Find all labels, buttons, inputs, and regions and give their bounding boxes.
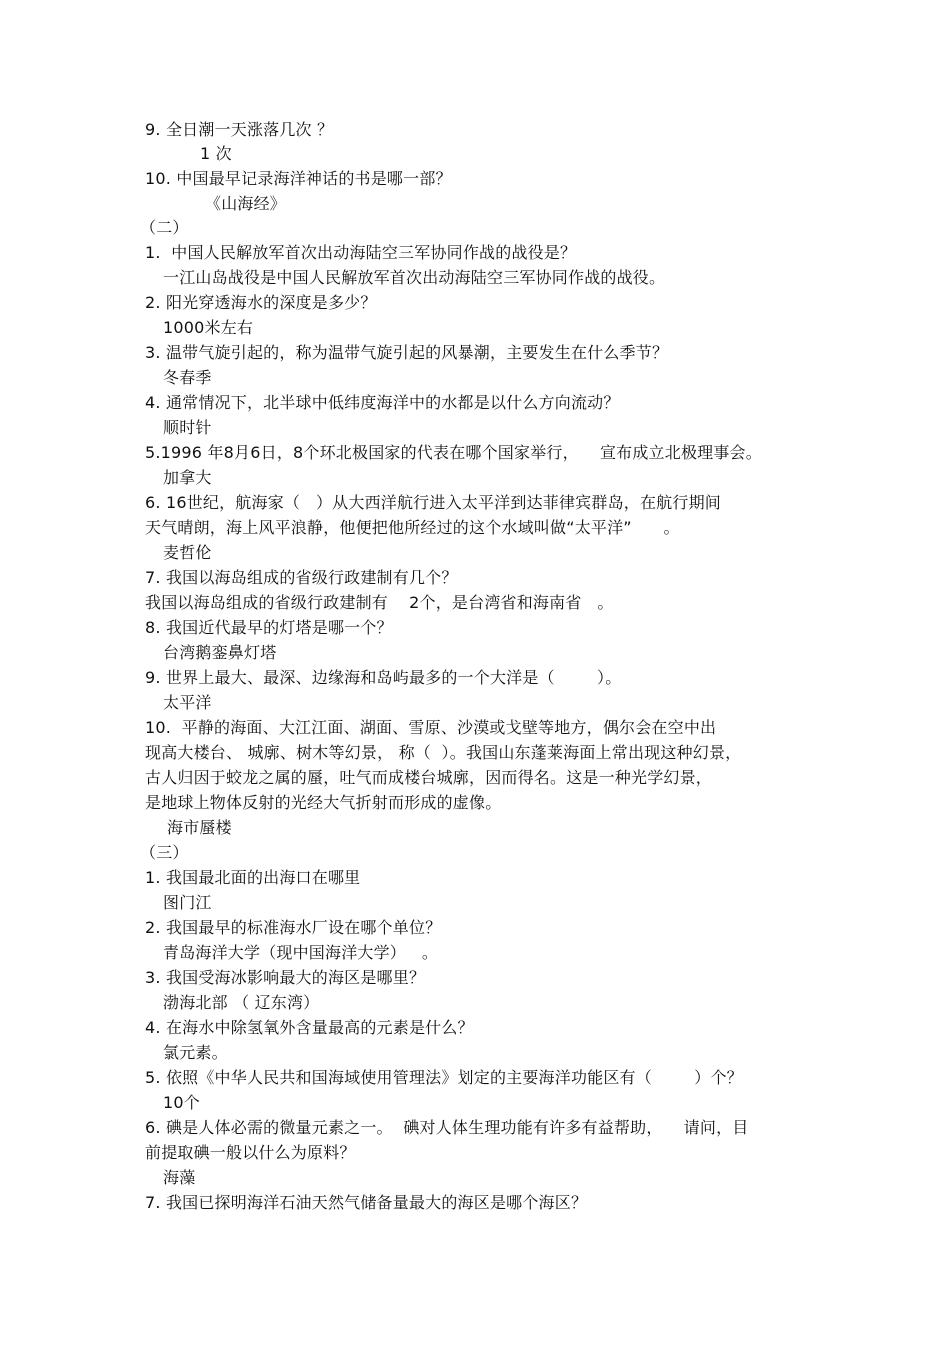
section-3-heading: （三） — [140, 843, 189, 862]
s3-question-6-line-1: 6. 碘是人体必需的微量元素之一。 碘对人体生理功能有许多有益帮助， 请问，目 — [145, 1118, 749, 1137]
s3-answer-1: 图门江 — [163, 893, 212, 912]
s3-answer-3: 渤海北部 （ 辽东湾） — [163, 993, 320, 1012]
s3-question-6-line-2: 前提取碘一般以什么为原料？ — [145, 1143, 356, 1162]
s2-question-5: 5.1996 年8月6日，8个环北极国家的代表在哪个国家举行， 宣布成立北极理事会。 — [145, 443, 762, 462]
s2-question-10-line-2: 现高大楼台、 城廓、树木等幻景， 称（ ）。我国山东蓬莱海面上常出现这种幻景， — [145, 743, 742, 762]
s3-answer-2: 青岛海洋大学（现中国海洋大学） 。 — [163, 943, 439, 962]
s2-answer-6: 麦哲伦 — [163, 543, 212, 562]
s2-question-4: 4. 通常情况下，北半球中低纬度海洋中的水都是以什么方向流动？ — [145, 393, 620, 412]
s3-answer-5: 10个 — [163, 1093, 200, 1112]
s2-answer-9: 太平洋 — [163, 693, 212, 712]
s2-question-3: 3. 温带气旋引起的，称为温带气旋引起的风暴潮，主要发生在什么季节？ — [145, 343, 669, 362]
s3-question-7: 7. 我国已探明海洋石油天然气储备量最大的海区是哪个海区？ — [145, 1193, 588, 1212]
answer-9-tide: 1 次 — [200, 144, 232, 163]
s2-question-6-line-2: 天气晴朗，海上风平浪静，他便把他所经过的这个水域叫做“太平洋” 。 — [145, 518, 680, 537]
s2-question-1: 1. 中国人民解放军首次出动海陆空三军协同作战的战役是？ — [145, 243, 577, 262]
s3-question-1: 1. 我国最北面的出海口在哪里 — [145, 868, 361, 887]
s2-answer-2: 1000米左右 — [163, 318, 254, 337]
s2-question-7: 7. 我国以海岛组成的省级行政建制有几个？ — [145, 568, 458, 587]
s3-question-2: 2. 我国最早的标准海水厂设在哪个单位？ — [145, 918, 442, 937]
section-2-heading: （二） — [140, 218, 189, 237]
s2-question-10-line-4: 是地球上物体反射的光经大气折射而形成的虚像。 — [145, 793, 502, 812]
s3-answer-4: 氯元素。 — [163, 1043, 228, 1062]
s2-question-8: 8. 我国近代最早的灯塔是哪一个？ — [145, 618, 393, 637]
question-10-myth-book: 10. 中国最早记录海洋神话的书是哪一部？ — [145, 169, 452, 188]
answer-10-myth-book: 《山海经》 — [205, 194, 287, 213]
s2-question-10-line-3: 古人归因于蛟龙之属的蜃，吐气而成楼台城廓，因而得名。这是一种光学幻景， — [145, 768, 713, 787]
s2-answer-8: 台湾鹅銮鼻灯塔 — [163, 643, 277, 662]
s3-question-4: 4. 在海水中除氢氧外含量最高的元素是什么？ — [145, 1018, 474, 1037]
s2-question-9: 9. 世界上最大、最深、边缘海和岛屿最多的一个大洋是（ ）。 — [145, 668, 622, 687]
s2-answer-10: 海市蜃楼 — [167, 818, 232, 837]
s2-answer-4: 顺时针 — [163, 418, 212, 437]
s2-answer-5: 加拿大 — [163, 468, 212, 487]
s2-question-2: 2. 阳光穿透海水的深度是多少？ — [145, 293, 377, 312]
s3-question-3: 3. 我国受海冰影响最大的海区是哪里？ — [145, 968, 426, 987]
s2-question-6-line-1: 6. 16世纪，航海家（ ）从大西洋航行进入太平洋到达菲律宾群岛，在航行期间 — [145, 493, 721, 512]
s2-answer-1: 一江山岛战役是中国人民解放军首次出动海陆空三军协同作战的战役。 — [163, 268, 666, 287]
s2-answer-7: 我国以海岛组成的省级行政建制有 2个，是台湾省和海南省 。 — [145, 593, 614, 612]
s3-question-5: 5. 依照《中华人民共和国海域使用管理法》划定的主要海洋功能区有（ ）个？ — [145, 1068, 743, 1087]
s3-answer-6: 海藻 — [163, 1168, 196, 1187]
s2-answer-3: 冬春季 — [163, 368, 212, 387]
question-9-tide: 9. 全日潮一天涨落几次 ？ — [145, 120, 334, 139]
s2-question-10-line-1: 10. 平静的海面、大江江面、湖面、雪原、沙漠或戈壁等地方，偶尔会在空中出 — [145, 718, 717, 737]
